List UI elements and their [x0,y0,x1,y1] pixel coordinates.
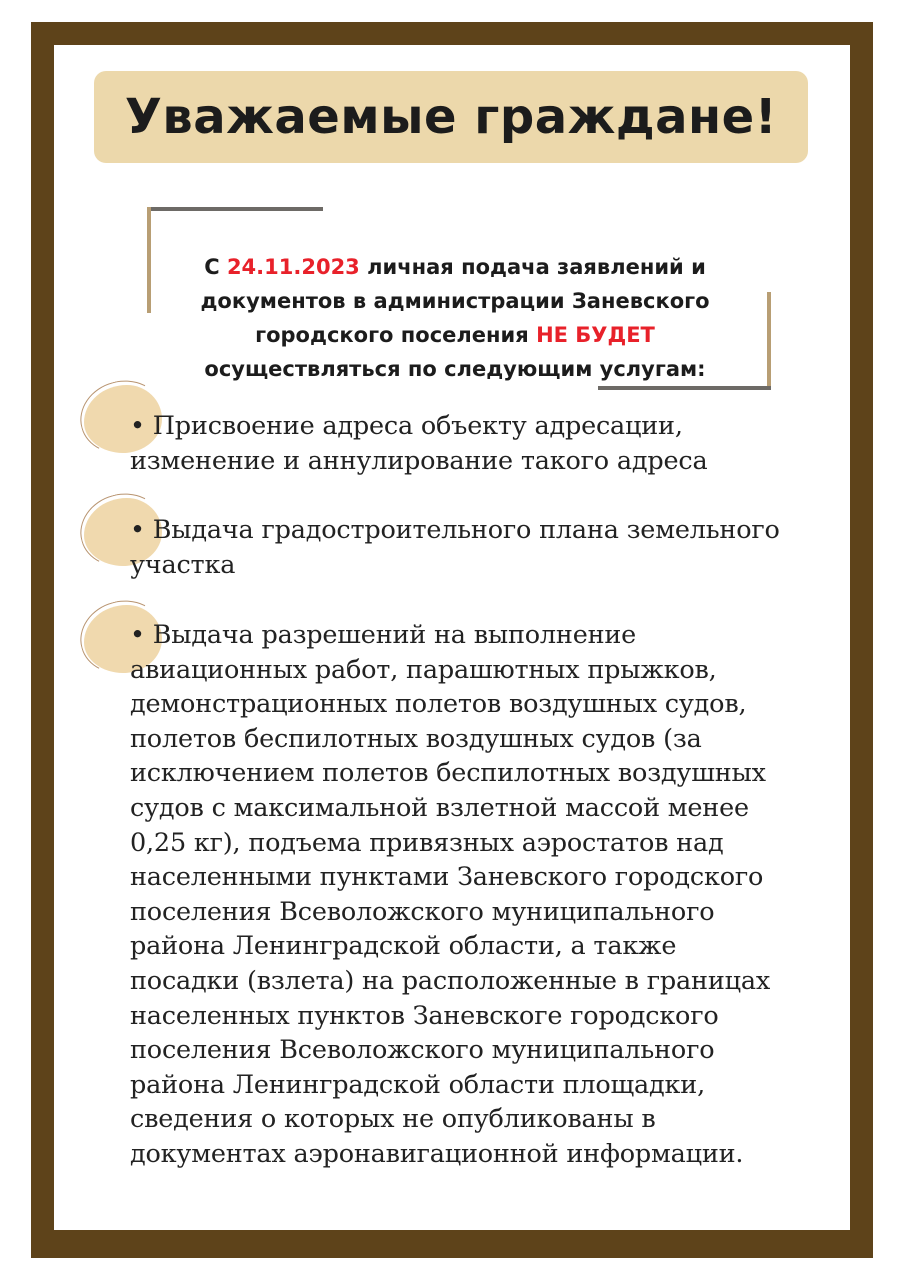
service-item: • Присвоение адреса объекту адресации, изменение и аннулирование такого адреса [130,411,708,476]
notice-date: 24.11.2023 [226,255,360,279]
notice-prefix: С [204,255,227,279]
notice-middle: личная подача заявлений и документов в администрации Заневского городского поселения [200,255,710,347]
service-item: • Выдача разрешений на выполнение авиационных работ, парашютных прыжков, демонстрационных полетов воздушных судов, полетов беспилотных воздушных судов (за исключением полетов беспилотных воздушных судов с максимальной взлетной массой менее 0,25 кг), подъема привязных аэростатов над населенными пунктами Заневского городского поселения Всеволожского муниципального района Ленинградской области, а также посадки (взлета) на расположенные в границах населенных пунктов Заневскоге городского поселения Всеволожского муниципального района Ленинградской области площадки, сведения о которых не опубликованы в документах аэронавигационной информации. [130,620,771,1169]
notice-text [160,250,750,386]
decorative-bracket-top-line [147,207,323,211]
decorative-bracket-left-line [147,207,151,313]
page-title: Уважаемые граждане! [124,89,778,145]
notice-suffix: осуществляться по следующим услугам: [204,357,706,381]
title-banner [94,71,808,163]
service-item: • Выдача градостроительного плана земельного участка [130,515,780,580]
decorative-bracket-bottom-line [598,386,771,390]
notice-emphasis: НЕ БУДЕТ [536,323,655,347]
decorative-bracket-right-line [767,292,771,390]
